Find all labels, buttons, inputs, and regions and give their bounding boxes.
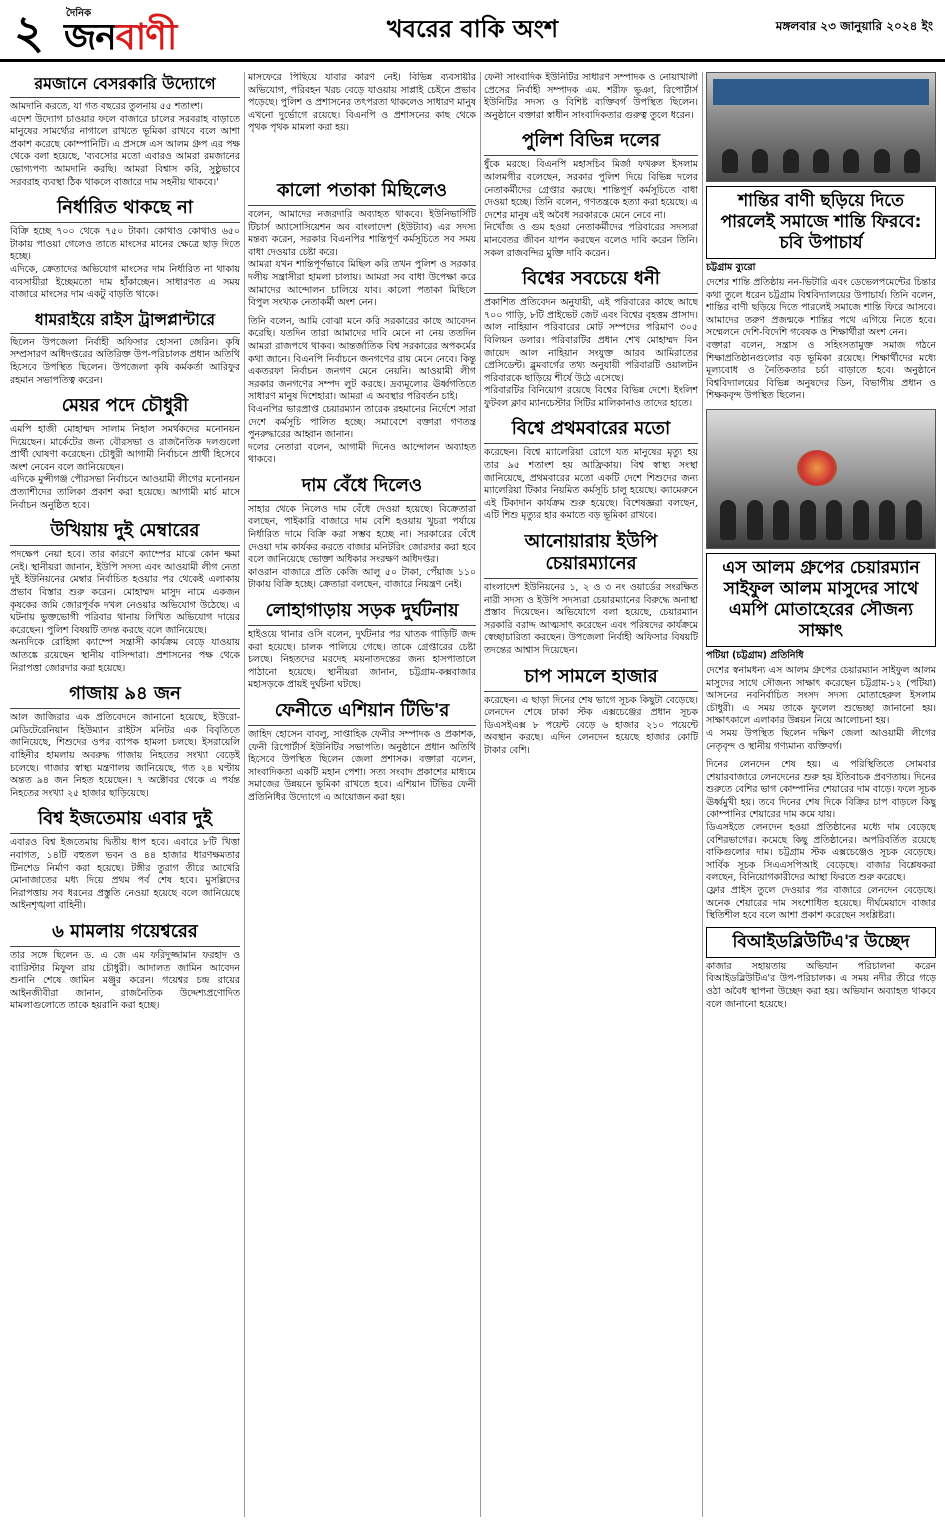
- event-photo: [706, 72, 936, 182]
- article-body: পদক্ষেপ নেয়া হবে। তার কারণে ক্যাম্পের মাঝে কোন ক্ষমা নেই। স্থানীয়রা জানান, ইউপি সদস্য এবং আওয়ামী লীগ নেতা দুই ইউনিয়নের মেম্বার নির্বাচিত হওয়ার পর থেকেই এলাকায় প্রভাব বিস্তার শুরু করেন। মোহাম্মদ মাসুদ নামে একজন কৃষকের জমি জোরপূর্বক দখল নেওয়ার অভিযোগ উঠেছে। এ ঘটনায় ভুক্তভোগী পরিবার থানায় লিখিত অভিযোগ দায়ের করেছেন। পুলিশ বিষয়টি তদন্ত করছে বলে জানিয়েছে। অন্যদিকে রোহিঙ্গা ক্যাম্পে সন্ত্রাসী কার্যক্রম বেড়ে যাওয়ায় আতঙ্কে রয়েছেন স্থানীয় বাসিন্দারা। প্রশাসনের পক্ষ থেকে নিরাপত্তা জোরদার করা হয়েছে।: [10, 549, 240, 674]
- article: [484, 72, 698, 122]
- article-headline: চাপ সামলে হাজার: [484, 664, 698, 692]
- article-body: বলেন, আমাদের নজরদারি অব্যাহত থাকবে। ইউনিভার্সিটি টিচার্স অ্যাসোসিয়েশন অব বাংলাদেশ (ইউট্যাব) এর সদস্য মন্তব্য করেন, সরকার বিএনপির শান্তিপূর্ণ কর্মসূচিতে সব সময় বাধা দেওয়ার চেষ্টা করে। আমরা যখন শান্তিপূর্ণভাবে মিছিল করি তখন পুলিশ ও সরকার দলীয় সন্ত্রাসীরা হামলা চালায়। আমরা সব বাধা উপেক্ষা করে আমাদের আন্দোলন চালিয়ে যাব। কালো পতাকা মিছিলে বিপুল সংখ্যক নেতাকর্মী অংশ নেন।: [248, 209, 476, 309]
- panel-people: [715, 143, 927, 173]
- article: [248, 316, 476, 467]
- article-body: দেশের স্বনামধন্য এস আলম গ্রুপের চেয়ারম্যান সাইফুল আলম মাসুদের সাথে সৌজন্য সাক্ষাৎ করেছেন চট্টগ্রাম-১২ (পটিয়া) আসনের নবনির্বাচিত সংসদ সদস্য মোতাহেরুল ইসলাম চৌধুরী। এ সময় তাকে ফুলেল শুভেচ্ছা জানানো হয়। সাক্ষাৎকালে এলাকার উন্নয়ন নিয়ে আলোচনা হয়। এ সময় উপস্থিত ছিলেন দক্ষিণ জেলা আওয়ামী লীগের নেতৃবৃন্দ ও স্থানীয় গণ্যমান্য ব্যক্তিবর্গ।: [706, 664, 936, 752]
- article-headline: দাম বেঁধে দিলেও: [248, 473, 476, 501]
- article: [484, 266, 698, 410]
- article: [10, 681, 240, 800]
- article-body: দেশের শান্তি প্রতিষ্ঠায় নন-ভিটারি এবং ডেভেলপমেন্টের চিন্তার কথা তুলে ধরেন চট্টগ্রাম বিশ্ববিদ্যালয়ের উপাচার্য। তিনি বলেন, শান্তির বাণী ছড়িয়ে দিতে পারলেই সমাজে শান্তি ফিরে আসবে। আমাদের তরুণ প্রজন্মকে শান্তির পথে এগিয়ে নিতে হবে। সম্মেলনে দেশি-বিদেশি গবেষক ও শিক্ষার্থীরা অংশ নেন। বক্তারা বলেন, সন্ত্রাস ও সহিংসতামুক্ত সমাজ গঠনে শিক্ষাপ্রতিষ্ঠানগুলোর বড় ভূমিকা রয়েছে। শিক্ষার্থীদের মধ্যে মূল্যবোধ ও নৈতিকতার চর্চা বাড়াতে হবে। অনুষ্ঠানে বিশ্ববিদ্যালয়ের বিভিন্ন অনুষদের ডিন, বিভাগীয় প্রধান ও শিক্ষকবৃন্দ উপস্থিত ছিলেন।: [706, 277, 936, 402]
- article-headline: বিশ্ব ইজতেমায় এবার দুই: [10, 806, 240, 834]
- article-headline: রমজানে বেসরকারি উদ্যোগে: [10, 72, 240, 98]
- article: [10, 195, 240, 302]
- article-body: আল জাজিরার এক প্রতিবেদনে জানানো হয়েছে, ইউরো-মেডিটেরেনিয়ান হিউম্যান রাইটস মনিটর এক বিবৃতিতে জানিয়েছে, শিশুদের ওপর ব্যাপক হামলা চলছে। ইসরায়েলি বাহিনীর হামলায় অবরুদ্ধ গাজায় নিহতের সংখ্যা বেড়েই চলেছে। গাজার স্বাস্থ্য মন্ত্রণালয় জানিয়েছে, গত ২৪ ঘণ্টায় অন্তত ৯৪ জন নিহত হয়েছেন। ৭ অক্টোবর থেকে এ পর্যন্ত নিহতের সংখ্যা ২৫ হাজার ছাড়িয়েছে।: [10, 712, 240, 799]
- article: [10, 308, 240, 387]
- article: [248, 473, 476, 592]
- article-headline: নির্ধারিত থাকছে না: [10, 195, 240, 223]
- article-headline: গাজায় ৯৪ জন: [10, 681, 240, 709]
- article-headline: মেয়র পদে চৌধুরী: [10, 393, 240, 421]
- article: [10, 919, 240, 1013]
- article: [484, 416, 698, 523]
- article: [484, 529, 698, 658]
- article-headline: ধামরাইয়ে রাইস ট্রান্সপ্লান্টারে: [10, 308, 240, 334]
- article-headline: বিআইডব্লিউটিএ'র উচ্ছেদ: [706, 927, 936, 958]
- article-headline: ফেনীতে এশিয়ান টিভি'র: [248, 698, 476, 726]
- column-2: [248, 72, 476, 1522]
- article: [248, 598, 476, 692]
- photo-headline: শান্তির বাণী ছড়িয়ে দিতে পারলেই সমাজে শান্তি ফিরবে: চবি উপাচার্য: [706, 186, 936, 259]
- byline: চট্টগ্রাম ব্যুরো: [706, 262, 756, 273]
- column-rule: [244, 72, 245, 1517]
- article: [248, 698, 476, 805]
- article-headline: কালো পতাকা মিছিলেও: [248, 178, 476, 206]
- article: [10, 72, 240, 189]
- article-body: দিনের লেনদেন শেষ হয়। এ পরিস্থিতিতে সোমবার শেয়ারবাজারে লেনদেনের শুরু হয় ইতিবাচক প্রবণতায়। দিনের শুরুতে বেশির ভাগ কোম্পানির শেয়ারের দাম বাড়ে। ফলে সূচক ঊর্ধ্বমুখী হয়। তবে দিনের শেষ দিকে বিক্রির চাপ বাড়লে কিছু কোম্পানির শেয়ারের দাম কমে যায়। ডিএসইতে লেনদেন হওয়া প্রতিষ্ঠানের মধ্যে দাম বেড়েছে বেশিরভাগের। কমেছে কিছু প্রতিষ্ঠানের। অপরিবর্তিত রয়েছে বাকিগুলোর দাম। চট্টগ্রাম স্টক এক্সচেঞ্জেও সূচক বেড়েছে। সার্বিক সূচক সিএএসপিআই বেড়েছে। বাজার বিশ্লেষকরা বলছেন, বিনিয়োগকারীদের আস্থা ফিরতে শুরু করেছে। ফ্লোর প্রাইস তুলে দেওয়ার পর বাজারে লেনদেন বেড়েছে। অনেক শেয়ারের দাম সংশোধিত হয়েছে। দীর্ঘমেয়াদে বাজার স্থিতিশীল হবে বলে আশা প্রকাশ করেছেন সংশ্লিষ্টরা।: [706, 759, 936, 922]
- group-people: [715, 510, 927, 540]
- column-3: [484, 72, 698, 1522]
- article-body: করেছেন। এ ছাড়া দিনের শেষ ভাগে সূচক কিছুটা বেড়েছে। লেনদেন শেষে ঢাকা স্টক এক্সচেঞ্জের প্রধান সূচক ডিএসইএক্স ৮ পয়েন্ট বেড়ে ৬ হাজার ২১০ পয়েন্টে অবস্থান করছে। এদিন লেনদেন হয়েছে হাজার কোটি টাকার বেশি।: [484, 694, 698, 756]
- column-rule: [702, 72, 703, 1517]
- section-title: খবরের বাকি অংশ: [386, 15, 559, 43]
- column-4: [706, 72, 936, 1522]
- article-headline: বিশ্বে প্রথমবারের মতো: [484, 416, 698, 444]
- date-line: মঙ্গলবার ২৩ জানুয়ারি ২০২৪ ইং: [775, 19, 933, 33]
- article-body: প্রকাশিত প্রতিবেদন অনুযায়ী, এই পরিবারের কাছে আছে ৭০০ গাড়ি, ৮টি প্রাইভেট জেট এবং বিশ্বের বৃহত্তম প্রাসাদ। আল নাহিয়ান পরিবারের মোট সম্পদের পরিমাণ ৩০৫ বিলিয়ন ডলার। পরিবারটির প্রধান শেখ মোহাম্মদ বিন জায়েদ আল নাহিয়ান সংযুক্ত আরব আমিরাতের প্রেসিডেন্ট। ব্লুমবার্গের তথ্য অনুযায়ী পরিবারটি ওয়ালটন পরিবারকে ছাড়িয়ে শীর্ষে উঠে এসেছে। পরিবারটির বিনিয়োগ রয়েছে বিশ্বের বিভিন্ন দেশে। ইংলিশ ফুটবল ক্লাব ম্যানচেস্টার সিটির মালিকানাও তাদের হাতে।: [484, 297, 698, 409]
- article: [10, 518, 240, 675]
- column-1: [10, 72, 240, 1522]
- article-headline: পুলিশ বিভিন্ন দলের: [484, 128, 698, 156]
- article-body: ছিলেন উপজেলা নির্বাহী অফিসার হোসনা জেরিন। কৃষি সম্প্রসারণ অধিদপ্তরের অতিরিক্ত উপ-পরিচালক প্রধান অতিথি হিসেবে উপস্থিত ছিলেন। উপজেলা কৃষি কর্মকর্তা আরিফুর রহমান সভাপতিত্ব করেন।: [10, 336, 240, 386]
- article: [10, 806, 240, 913]
- article-headline: আনোয়ারায় ইউপি চেয়ারম্যানের: [484, 529, 698, 579]
- paper-small-label: দৈনিক: [66, 8, 92, 19]
- article-body: এবারও বিশ্ব ইজতেমায় দ্বিতীয় ধাপ হবে। এবারে ৮টি খিত্তা নবাগত, ১৪টি বহুতল ভবন ও ৪৪ হাজার ধারণক্ষমতার টিনশেড নির্মাণ করা হয়েছে। টঙ্গীর তুরাগ তীরে আখেরি মোনাজাতের মধ্য দিয়ে প্রথম পর্ব শেষ হবে। মুসল্লিদের নিরাপত্তায় সব ধরনের প্রস্তুতি নেওয়া হয়েছে বলে জানিয়েছে আইনশৃঙ্খলা বাহিনী।: [10, 837, 240, 912]
- page-number: ২: [14, 5, 44, 59]
- stage-banner: [713, 79, 929, 105]
- article-body: ফেনী সাংবাদিক ইউনিটির সাধারণ সম্পাদক ও নোয়াখালী প্রেসের নির্বাহী সম্পাদক এম. শরীফ ভূঞা, রিপোর্টার্স ইউনিটির সদস্য ও বিশিষ্ট ব্যক্তিবর্গ উপস্থিত ছিলেন। অনুষ্ঠানে বক্তারা স্বাধীন সাংবাদিকতার গুরুত্ব তুলে ধরেন।: [484, 72, 698, 121]
- article: [10, 393, 240, 512]
- article-body: করেছেন। বিশ্বে ম্যালেরিয়া রোগে যত মানুষের মৃত্যু হয় তার ৯৫ শতাংশ হয় আফ্রিকায়। বিশ্ব স্বাস্থ্য সংস্থা জানিয়েছে, প্রথমবারের মতো একটি দেশে শিশুদের জন্য ম্যালেরিয়া টিকার নিয়মিত কর্মসূচি চালু হয়েছে। ক্যামেরুনে এই টিকাদান কার্যক্রম শুরু হয়েছে। বিশেষজ্ঞরা বলছেন, এটি শিশু মৃত্যুর হার কমাতে বড় ভূমিকা রাখবে।: [484, 447, 698, 522]
- article-body: তার সঙ্গে ছিলেন ড. এ জে এম ফরিদুজ্জামান ফরহাদ ও ব্যারিস্টার মিফুল রায় চৌধুরী। আদালত জামিন আবেদন শুনানি শেষে জামিন মঞ্জুর করেন। গয়েশ্বর চন্দ্র রায়ের আইনজীবীরা জানান, রাজনৈতিক উদ্দেশ্যপ্রণোদিত মামলাগুলোতে তাকে হয়রানি করা হচ্ছে।: [10, 949, 240, 1012]
- article-body: মাসফেরে পিছিয়ে যাবার কারণ নেই। বিভিন্ন ব্যবসায়ীর অভিযোগ, পরিবহন খরচ বেড়ে যাওয়ায় সাপ্লাই চেইনে প্রভাব পড়েছে। পুলিশ ও প্রশাসনের তৎপরতা থাকলেও সাধারণ মানুষ এখনো দুর্ভোগে রয়েছে। বিএনপি ও প্রশাসনের কাছ থেকে পৃথক পৃথক মামলা করা হয়।: [248, 72, 476, 134]
- article-body: হাইওয়ে থানার ওসি বলেন, দুর্ঘটনার পর ঘাতক গাড়িটি জব্দ করা হয়েছে। চালক পালিয়ে গেছে। তাকে গ্রেপ্তারের চেষ্টা চলছে। নিহতদের মরদেহ ময়নাতদন্তের জন্য হাসপাতালে পাঠানো হয়েছে। স্থানীয়রা জানান, চট্টগ্রাম-কক্সবাজার মহাসড়কে প্রায়ই দুর্ঘটনা ঘটছে।: [248, 629, 476, 691]
- article: [248, 72, 476, 172]
- byline: পটিয়া (চট্টগ্রাম) প্রতিনিধি: [706, 649, 804, 661]
- article: [484, 128, 698, 260]
- article-body: তিনি বলেন, আমি বোঝা মনে করি সরকারের কাছে আবেদন করেছি। যতদিন তারা আমাদের দাবি মেনে না নেয় ততদিন আমরা রাজপথে থাকব। আন্তর্জাতিক বিশ্ব সরকারের অপকর্মের কথা জানে। বিএনপি নির্বাচনে জনগণের রায় মেনে নেবে। কিন্তু একতরফা নির্বাচন জনগণ মেনে নেয়নি। আওয়ামী লীগ সরকার জনগণের সম্পদ লুট করছে। দ্রব্যমূল্যের ঊর্ধ্বগতিতে সাধারণ মানুষ দিশেহারা। আমরা এ অবস্থার পরিবর্তন চাই। বিএনপির ভারপ্রাপ্ত চেয়ারম্যান তারেক রহমানের নির্দেশে সারা দেশে কর্মসূচি পালিত হচ্ছে। সমাবেশে বক্তারা গণতন্ত্র পুনরুদ্ধারের আহ্বান জানান। দলের নেতারা বলেন, আগামী দিনেও আন্দোলন অব্যাহত থাকবে।: [248, 315, 476, 466]
- article-body: জাহিদ হোসেন বাবলু, সাপ্তাহিক ফেনীর সম্পাদক ও প্রকাশক, ফেনী রিপোর্টার্স ইউনিটির সভাপতি। অনুষ্ঠানে প্রধান অতিথি হিসেবে উপস্থিত ছিলেন জেলা প্রশাসক। বক্তারা বলেন, সাংবাদিকতা একটি মহান পেশা। সত্য সংবাদ প্রকাশের মাধ্যমে সমাজের উন্নয়নে ভূমিকা রাখতে হবে। এশিয়ান টিভির ফেনী প্রতিনিধির উদ্যোগে এ আয়োজন করা হয়।: [248, 729, 476, 803]
- article-headline: ৬ মামলায় গয়েশ্বরের: [10, 919, 240, 947]
- meeting-photo: [706, 409, 936, 549]
- column-rule: [480, 72, 481, 1517]
- article: [248, 178, 476, 310]
- article-body: এমপি হাজী মোহাম্মদ সালাম নিহাল সমর্থকদের মনোনয়ন দিয়েছেন। মার্কেটের জন্য বৌরসভা ও রাজনৈতিক দলগুলো প্রার্থী ঘোষণা করেছেন। চৌধুরী আগামী নির্বাচনে প্রার্থী হিসেবে অংশ নেবেন বলে জানিয়েছেন। এদিকে মুন্সীগঞ্জ পৌরসভা নির্বাচনে আওয়ামী লীগের মনোনয়ন প্রত্যাশীদের তালিকা প্রকাশ করা হয়েছে। আগামী মার্চ মাসে নির্বাচন অনুষ্ঠিত হবে।: [10, 424, 240, 511]
- flower-bouquet: [797, 450, 837, 486]
- paper-name-part-b: বাণী: [115, 17, 177, 58]
- article-body: কাজার সহায়তায় অভিযান পরিচালনা করেন বিআইডব্লিউটিএ'র উপ-পরিচালক। এ সময় নদীর তীরে গড়ে ওঠা অবৈধ স্থাপনা উচ্ছেদ করা হয়। অভিযান অব্যাহত থাকবে বলে জানানো হয়েছে।: [706, 960, 936, 1010]
- article-body: সাহার থেকে নিলেও দাম বেঁধে দেওয়া হয়েছে। বিক্রেতারা বলছেন, পাইকারি বাজারে দাম বেশি হওয়ায় খুচরা পর্যায়ে নির্ধারিত দামে বিক্রি করা সম্ভব হচ্ছে না। সরকারের বেঁধে দেওয়া দাম কার্যকর করতে বাজার মনিটরিং জোরদার করা হবে বলে জানিয়েছে ভোক্তা অধিকার সংরক্ষণ অধিদপ্তর। কাওরান বাজারে প্রতি কেজি আলু ৫০ টাকা, পেঁয়াজ ১১০ টাকায় বিক্রি হচ্ছে। ক্রেতারা বলছেন, বাজারে নিয়ন্ত্রণ নেই।: [248, 503, 476, 591]
- article: [484, 664, 698, 758]
- article-headline: লোহাগাড়ায় সড়ক দুর্ঘটনায়: [248, 598, 476, 626]
- photo-headline: এস আলম গ্রুপের চেয়ারম্যান সাইফুল আলম মাসুদের সাথে এমপি মোতাহেরের সৌজন্য সাক্ষাৎ: [706, 553, 936, 647]
- article-body: বাংলাদেশ ইউনিয়নের ১, ২ ও ৩ নং ওয়ার্ডের সংরক্ষিত নারী সদস্য ও ইউপি সদস্যরা চেয়ারম্যানের বিরুদ্ধে অনাস্থা প্রস্তাব দিয়েছেন। অভিযোগে বলা হয়েছে, চেয়ারম্যান সরকারি বরাদ্দ আত্মসাৎ করেছেন এবং পরিষদের কার্যক্রমে স্বেচ্ছাচারিতা করছেন। উপজেলা নির্বাহী অফিসার বিষয়টি তদন্তের আশ্বাস দিয়েছেন।: [484, 582, 698, 656]
- masthead: [0, 0, 945, 62]
- paper-name-part-a: জন: [64, 17, 116, 58]
- article-headline: উখিয়ায় দুই মেম্বারের: [10, 518, 240, 546]
- article-body: ধুঁকে মরছে। বিএনপি মহাসচিব মির্জা ফখরুল ইসলাম আলমগীর বলেছেন, সরকার পুলিশ দিয়ে বিভিন্ন দলের নেতাকর্মীদের গ্রেপ্তার করছে। শান্তিপূর্ণ কর্মসূচিতে বাধা দেওয়া হচ্ছে। তিনি বলেন, গণতন্ত্রকে হত্যা করা হয়েছে। এ দেশের মানুষ এই অবৈধ সরকারকে মেনে নেবে না। নিখোঁজ ও গুম হওয়া নেতাকর্মীদের পরিবারের সদস্যরা মানবেতর জীবন যাপন করছেন বলেও দাবি করেন তিনি। সকল রাজবন্দির মুক্তি দাবি করেন।: [484, 159, 698, 259]
- article-body: আমদানি করতে, যা গত বছরের তুলনায় ৫৫ শতাংশ। এদেশ উদ্যোগ চাওয়ার ফলে বাজারে চালের সরবরাহ বাড়াতে মানুষের সামর্থ্যের নাগালে রাখতে ভূমিকা রাখবে বলে আশা প্রকাশ করেছে কোম্পানিটি। এ প্রসঙ্গে এস আলম গ্রুপ এর পক্ষ থেকে বলা হয়েছে, 'ব্যবসাের মতো এবারও আমরা রমজানের ভোগ্যপণ্য আমদানি করছি। আমরা বিশ্বাস করি, সুষ্ঠুভাবে সরবরাহ ব্যবস্থা ঠিক থাকলে বাজারে দাম সহনীয় থাকবে।': [10, 101, 240, 188]
- article-headline: বিশ্বের সবচেয়ে ধনী: [484, 266, 698, 294]
- article-body: বিক্রি হচ্ছে ৭০০ থেকে ৭৫০ টাকা। কোথাও কোথাও ৬৫০ টাকায় পাওয়া গেলেও তাতে মাংসের মানের ক্ষেত্রে ছাড় দিতে হচ্ছে। এদিকে, ক্রেতাদের অভিযোগ মাংসের দাম নির্ধারিত না থাকায় ব্যবসায়ীরা ইচ্ছেমতো দাম হাঁকাচ্ছেন। সাধারণত এ সময় বাজারে মাংসের দাম একটু বাড়তি থাকে।: [10, 226, 240, 301]
